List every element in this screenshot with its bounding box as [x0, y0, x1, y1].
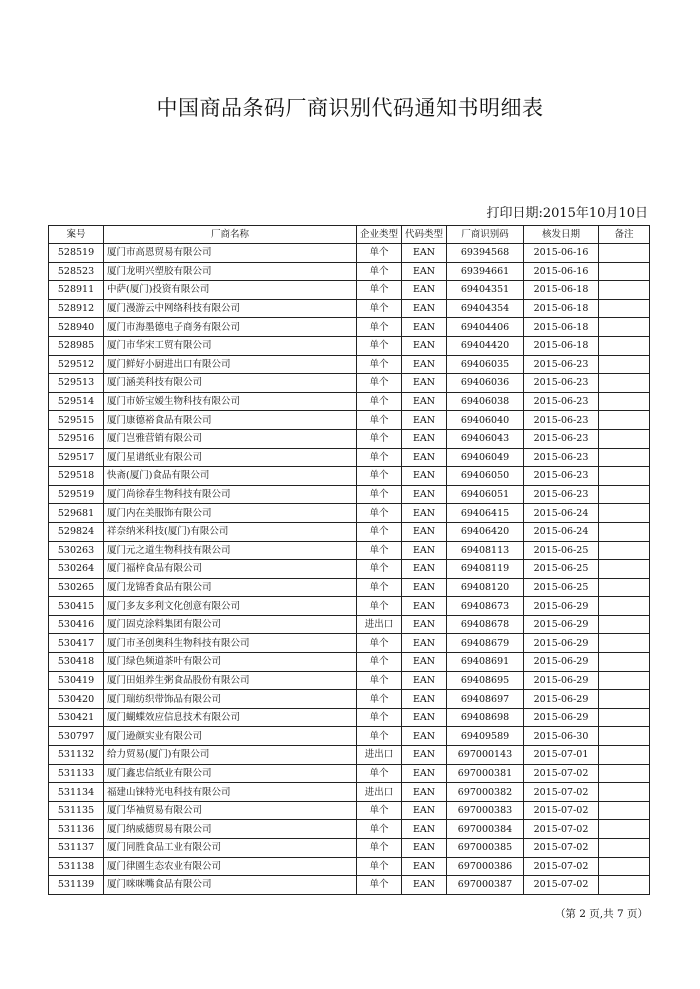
table-row [49, 653, 650, 672]
remarks-cell [599, 336, 650, 355]
table-row [49, 262, 650, 281]
table-row [49, 801, 650, 820]
case-no-cell: 529517 [49, 448, 104, 467]
company-name-cell: 厦门律園生态农业有限公司 [104, 857, 357, 876]
code-type-cell: EAN [402, 578, 447, 597]
table-row [49, 560, 650, 579]
case-no-cell: 530419 [49, 671, 104, 690]
table-row [49, 355, 650, 374]
table-row [49, 876, 650, 895]
table-row [49, 839, 650, 858]
case-no-cell: 531138 [49, 857, 104, 876]
case-no-cell: 530797 [49, 727, 104, 746]
remarks-cell [599, 690, 650, 709]
case-no-cell: 528523 [49, 262, 104, 281]
remarks-cell [599, 597, 650, 616]
case-no-cell: 529681 [49, 504, 104, 523]
manufacturer-code-cell: 69404420 [447, 336, 524, 355]
manufacturer-code-cell: 69406038 [447, 392, 524, 411]
manufacturer-code-cell: 69408119 [447, 560, 524, 579]
manufacturer-code-cell: 69408673 [447, 597, 524, 616]
manufacturer-code-cell: 69406040 [447, 411, 524, 430]
case-no-cell: 529513 [49, 374, 104, 393]
table-row [49, 244, 650, 263]
table-row [49, 541, 650, 560]
manufacturer-code-cell: 697000383 [447, 801, 524, 820]
enterprise-type-cell: 单个 [357, 504, 402, 523]
issue-date-cell: 2015-06-29 [524, 597, 599, 616]
case-no-cell: 531135 [49, 801, 104, 820]
manufacturer-code-cell: 69406035 [447, 355, 524, 374]
remarks-cell [599, 764, 650, 783]
enterprise-type-cell: 单个 [357, 560, 402, 579]
remarks-cell [599, 653, 650, 672]
manufacturer-code-cell: 69404406 [447, 318, 524, 337]
code-type-cell: EAN [402, 876, 447, 895]
remarks-cell [599, 560, 650, 579]
manufacturer-code-cell: 697000381 [447, 764, 524, 783]
code-type-cell: EAN [402, 504, 447, 523]
table-row [49, 504, 650, 523]
remarks-cell [599, 820, 650, 839]
manufacturer-code-cell: 697000386 [447, 857, 524, 876]
case-no-cell: 529512 [49, 355, 104, 374]
company-name-cell: 厦门福梓食品有限公司 [104, 560, 357, 579]
manufacturer-code-cell: 69406420 [447, 522, 524, 541]
company-name-cell: 厦门涵美科技有限公司 [104, 374, 357, 393]
issue-date-cell: 2015-06-23 [524, 467, 599, 486]
issue-date-cell: 2015-07-02 [524, 820, 599, 839]
code-type-cell: EAN [402, 336, 447, 355]
case-no-cell: 530264 [49, 560, 104, 579]
issue-date-cell: 2015-06-23 [524, 485, 599, 504]
issue-date-cell: 2015-06-25 [524, 578, 599, 597]
remarks-cell [599, 671, 650, 690]
table-row [49, 522, 650, 541]
case-no-cell: 531132 [49, 746, 104, 765]
code-type-cell: EAN [402, 485, 447, 504]
code-type-cell: EAN [402, 467, 447, 486]
manufacturer-code-cell: 69406051 [447, 485, 524, 504]
code-type-cell: EAN [402, 690, 447, 709]
table-row [49, 857, 650, 876]
case-no-cell: 529824 [49, 522, 104, 541]
table-row [49, 746, 650, 765]
issue-date-cell: 2015-06-16 [524, 262, 599, 281]
manufacturer-code-cell: 697000143 [447, 746, 524, 765]
issue-date-cell: 2015-07-01 [524, 746, 599, 765]
case-no-cell: 531136 [49, 820, 104, 839]
code-type-cell: EAN [402, 764, 447, 783]
code-type-cell: EAN [402, 783, 447, 802]
remarks-cell [599, 281, 650, 300]
manufacturer-code-cell: 69406036 [447, 374, 524, 393]
issue-date-cell: 2015-07-02 [524, 764, 599, 783]
issue-date-cell: 2015-06-29 [524, 653, 599, 672]
enterprise-type-cell: 单个 [357, 485, 402, 504]
issue-date-cell: 2015-06-29 [524, 690, 599, 709]
manufacturer-code-cell: 697000382 [447, 783, 524, 802]
remarks-cell [599, 541, 650, 560]
issue-date-cell: 2015-06-25 [524, 560, 599, 579]
code-type-cell: EAN [402, 355, 447, 374]
table-row [49, 374, 650, 393]
company-name-cell: 厦门鑫忠信纸业有限公司 [104, 764, 357, 783]
issue-date-cell: 2015-06-24 [524, 522, 599, 541]
company-name-cell: 厦门龙明兴塑胶有限公司 [104, 262, 357, 281]
enterprise-type-cell: 单个 [357, 839, 402, 858]
remarks-cell [599, 244, 650, 263]
company-name-cell: 厦门星谱纸业有限公司 [104, 448, 357, 467]
issue-date-cell: 2015-06-23 [524, 448, 599, 467]
code-type-cell: EAN [402, 411, 447, 430]
issue-date-cell: 2015-06-18 [524, 281, 599, 300]
remarks-cell [599, 634, 650, 653]
remarks-cell [599, 876, 650, 895]
code-type-cell: EAN [402, 671, 447, 690]
company-name-cell: 厦门元之道生物科技有限公司 [104, 541, 357, 560]
company-name-cell: 厦门康德裕食品有限公司 [104, 411, 357, 430]
company-name-cell: 厦门同胜食品工业有限公司 [104, 839, 357, 858]
enterprise-type-cell: 单个 [357, 597, 402, 616]
column-header-enterprise-type: 企业类型 [357, 226, 402, 244]
company-name-cell: 福建山铼特光电科技有限公司 [104, 783, 357, 802]
enterprise-type-cell: 单个 [357, 708, 402, 727]
company-name-cell: 厦门市海墨德电子商务有限公司 [104, 318, 357, 337]
case-no-cell: 528985 [49, 336, 104, 355]
column-header-remarks: 备注 [599, 226, 650, 244]
company-name-cell: 厦门纳威德贸易有限公司 [104, 820, 357, 839]
issue-date-cell: 2015-06-23 [524, 374, 599, 393]
case-no-cell: 528940 [49, 318, 104, 337]
issue-date-cell: 2015-06-29 [524, 708, 599, 727]
table-row [49, 820, 650, 839]
code-type-cell: EAN [402, 820, 447, 839]
issue-date-cell: 2015-06-23 [524, 429, 599, 448]
enterprise-type-cell: 单个 [357, 299, 402, 318]
code-type-cell: EAN [402, 746, 447, 765]
manufacturer-code-cell: 697000387 [447, 876, 524, 895]
enterprise-type-cell: 单个 [357, 318, 402, 337]
case-no-cell: 530265 [49, 578, 104, 597]
company-name-cell: 厦门漫游云中网络科技有限公司 [104, 299, 357, 318]
enterprise-type-cell: 单个 [357, 411, 402, 430]
code-type-cell: EAN [402, 374, 447, 393]
case-no-cell: 528912 [49, 299, 104, 318]
issue-date-cell: 2015-06-25 [524, 541, 599, 560]
manufacturer-code-cell: 69408678 [447, 615, 524, 634]
issue-date-cell: 2015-07-02 [524, 783, 599, 802]
remarks-cell [599, 392, 650, 411]
code-type-cell: EAN [402, 522, 447, 541]
code-type-cell: EAN [402, 262, 447, 281]
case-no-cell: 528911 [49, 281, 104, 300]
issue-date-cell: 2015-07-02 [524, 839, 599, 858]
manufacturer-code-cell: 69408113 [447, 541, 524, 560]
case-no-cell: 529519 [49, 485, 104, 504]
issue-date-cell: 2015-06-29 [524, 634, 599, 653]
enterprise-type-cell: 单个 [357, 857, 402, 876]
issue-date-cell: 2015-06-23 [524, 355, 599, 374]
enterprise-type-cell: 进出口 [357, 615, 402, 634]
code-type-cell: EAN [402, 801, 447, 820]
manufacturer-code-cell: 69406050 [447, 467, 524, 486]
manufacturer-code-cell: 69408698 [447, 708, 524, 727]
issue-date-cell: 2015-06-18 [524, 336, 599, 355]
issue-date-cell: 2015-07-02 [524, 857, 599, 876]
enterprise-type-cell: 单个 [357, 801, 402, 820]
code-type-cell: EAN [402, 839, 447, 858]
remarks-cell [599, 299, 650, 318]
company-name-cell: 厦门尚徐春生物科技有限公司 [104, 485, 357, 504]
page-number: （第 2 页,共 7 页） [554, 908, 648, 920]
manufacturer-code-cell: 69408695 [447, 671, 524, 690]
company-name-cell: 厦门内在美服饰有限公司 [104, 504, 357, 523]
manufacturer-code-table [48, 225, 650, 895]
manufacturer-code-cell: 69406049 [447, 448, 524, 467]
code-type-cell: EAN [402, 708, 447, 727]
column-header-issue-date: 核发日期 [524, 226, 599, 244]
remarks-cell [599, 318, 650, 337]
column-header-company-name: 厂商名称 [104, 226, 357, 244]
code-type-cell: EAN [402, 727, 447, 746]
remarks-cell [599, 801, 650, 820]
enterprise-type-cell: 单个 [357, 578, 402, 597]
print-date: 打印日期:2015年10月10日 [486, 206, 648, 221]
manufacturer-code-cell: 69408691 [447, 653, 524, 672]
company-name-cell: 祥奈纳米科技(厦门)有限公司 [104, 522, 357, 541]
case-no-cell: 531134 [49, 783, 104, 802]
enterprise-type-cell: 单个 [357, 522, 402, 541]
manufacturer-code-cell: 69408697 [447, 690, 524, 709]
table-row [49, 467, 650, 486]
table-row [49, 318, 650, 337]
remarks-cell [599, 374, 650, 393]
case-no-cell: 530418 [49, 653, 104, 672]
manufacturer-code-cell: 69408679 [447, 634, 524, 653]
company-name-cell: 厦门田姐养生粥食品股份有限公司 [104, 671, 357, 690]
enterprise-type-cell: 单个 [357, 727, 402, 746]
company-name-cell: 厦门逊颜实业有限公司 [104, 727, 357, 746]
enterprise-type-cell: 单个 [357, 876, 402, 895]
company-name-cell: 厦门市高恩贸易有限公司 [104, 244, 357, 263]
remarks-cell [599, 411, 650, 430]
table-row [49, 708, 650, 727]
table-row [49, 783, 650, 802]
enterprise-type-cell: 单个 [357, 392, 402, 411]
case-no-cell: 530415 [49, 597, 104, 616]
remarks-cell [599, 578, 650, 597]
remarks-cell [599, 429, 650, 448]
code-type-cell: EAN [402, 541, 447, 560]
issue-date-cell: 2015-06-29 [524, 671, 599, 690]
code-type-cell: EAN [402, 615, 447, 634]
enterprise-type-cell: 单个 [357, 541, 402, 560]
code-type-cell: EAN [402, 857, 447, 876]
manufacturer-code-cell: 69394568 [447, 244, 524, 263]
enterprise-type-cell: 单个 [357, 355, 402, 374]
issue-date-cell: 2015-07-02 [524, 801, 599, 820]
code-type-cell: EAN [402, 597, 447, 616]
enterprise-type-cell: 单个 [357, 764, 402, 783]
table-row [49, 448, 650, 467]
remarks-cell [599, 857, 650, 876]
enterprise-type-cell: 单个 [357, 281, 402, 300]
issue-date-cell: 2015-07-02 [524, 876, 599, 895]
company-name-cell: 厦门市华宋工贸有限公司 [104, 336, 357, 355]
enterprise-type-cell: 单个 [357, 820, 402, 839]
case-no-cell: 529518 [49, 467, 104, 486]
issue-date-cell: 2015-06-30 [524, 727, 599, 746]
table-row [49, 429, 650, 448]
table-row [49, 764, 650, 783]
case-no-cell: 528519 [49, 244, 104, 263]
remarks-cell [599, 839, 650, 858]
company-name-cell: 厦门市圣创奥科生物科技有限公司 [104, 634, 357, 653]
manufacturer-code-cell: 697000384 [447, 820, 524, 839]
remarks-cell [599, 708, 650, 727]
company-name-cell: 厦门固克涂料集团有限公司 [104, 615, 357, 634]
table-row [49, 299, 650, 318]
company-name-cell: 厦门多友多利文化创意有限公司 [104, 597, 357, 616]
remarks-cell [599, 522, 650, 541]
case-no-cell: 529515 [49, 411, 104, 430]
code-type-cell: EAN [402, 560, 447, 579]
company-name-cell: 给力贸易(厦门)有限公司 [104, 746, 357, 765]
table-header-row [49, 226, 650, 244]
table-row [49, 336, 650, 355]
code-type-cell: EAN [402, 429, 447, 448]
remarks-cell [599, 262, 650, 281]
table-row [49, 690, 650, 709]
company-name-cell: 厦门华袖贸易有限公司 [104, 801, 357, 820]
enterprise-type-cell: 单个 [357, 262, 402, 281]
code-type-cell: EAN [402, 244, 447, 263]
issue-date-cell: 2015-06-16 [524, 244, 599, 263]
page-title: 中国商品条码厂商识别代码通知书明细表 [156, 96, 544, 120]
manufacturer-code-cell: 69404351 [447, 281, 524, 300]
company-name-cell: 厦门咪咪嘴食品有限公司 [104, 876, 357, 895]
case-no-cell: 529514 [49, 392, 104, 411]
table-row [49, 597, 650, 616]
company-name-cell: 厦门瑞纺织带饰品有限公司 [104, 690, 357, 709]
enterprise-type-cell: 单个 [357, 467, 402, 486]
remarks-cell [599, 467, 650, 486]
company-name-cell: 快斋(厦门)食品有限公司 [104, 467, 357, 486]
enterprise-type-cell: 单个 [357, 653, 402, 672]
column-header-case-no: 案号 [49, 226, 104, 244]
manufacturer-code-cell: 697000385 [447, 839, 524, 858]
table-row [49, 392, 650, 411]
case-no-cell: 530420 [49, 690, 104, 709]
enterprise-type-cell: 进出口 [357, 746, 402, 765]
case-no-cell: 529516 [49, 429, 104, 448]
company-name-cell: 厦门岂雅营销有限公司 [104, 429, 357, 448]
enterprise-type-cell: 单个 [357, 671, 402, 690]
table-row [49, 281, 650, 300]
manufacturer-code-cell: 69409589 [447, 727, 524, 746]
remarks-cell [599, 448, 650, 467]
issue-date-cell: 2015-06-23 [524, 392, 599, 411]
remarks-cell [599, 504, 650, 523]
issue-date-cell: 2015-06-23 [524, 411, 599, 430]
enterprise-type-cell: 单个 [357, 690, 402, 709]
remarks-cell [599, 485, 650, 504]
case-no-cell: 531139 [49, 876, 104, 895]
case-no-cell: 530416 [49, 615, 104, 634]
issue-date-cell: 2015-06-18 [524, 299, 599, 318]
manufacturer-code-cell: 69404354 [447, 299, 524, 318]
case-no-cell: 530263 [49, 541, 104, 560]
issue-date-cell: 2015-06-18 [524, 318, 599, 337]
remarks-cell [599, 727, 650, 746]
code-type-cell: EAN [402, 634, 447, 653]
remarks-cell [599, 355, 650, 374]
code-type-cell: EAN [402, 299, 447, 318]
remarks-cell [599, 615, 650, 634]
table-row [49, 485, 650, 504]
table-row [49, 578, 650, 597]
enterprise-type-cell: 单个 [357, 429, 402, 448]
manufacturer-code-cell: 69406043 [447, 429, 524, 448]
table-row [49, 615, 650, 634]
enterprise-type-cell: 单个 [357, 374, 402, 393]
enterprise-type-cell: 单个 [357, 448, 402, 467]
code-type-cell: EAN [402, 448, 447, 467]
manufacturer-code-cell: 69408120 [447, 578, 524, 597]
company-name-cell: 厦门龙锦香食品有限公司 [104, 578, 357, 597]
code-type-cell: EAN [402, 281, 447, 300]
remarks-cell [599, 746, 650, 765]
company-name-cell: 厦门蝴蝶效应信息技术有限公司 [104, 708, 357, 727]
enterprise-type-cell: 单个 [357, 336, 402, 355]
case-no-cell: 531137 [49, 839, 104, 858]
company-name-cell: 中萨(厦门)投资有限公司 [104, 281, 357, 300]
table-row [49, 634, 650, 653]
remarks-cell [599, 783, 650, 802]
enterprise-type-cell: 单个 [357, 244, 402, 263]
case-no-cell: 530417 [49, 634, 104, 653]
manufacturer-code-cell: 69406415 [447, 504, 524, 523]
issue-date-cell: 2015-06-29 [524, 615, 599, 634]
table-row [49, 411, 650, 430]
code-type-cell: EAN [402, 653, 447, 672]
manufacturer-code-cell: 69394661 [447, 262, 524, 281]
enterprise-type-cell: 单个 [357, 634, 402, 653]
case-no-cell: 530421 [49, 708, 104, 727]
company-name-cell: 厦门鲜好小厨进出口有限公司 [104, 355, 357, 374]
issue-date-cell: 2015-06-24 [524, 504, 599, 523]
enterprise-type-cell: 进出口 [357, 783, 402, 802]
table-row [49, 727, 650, 746]
code-type-cell: EAN [402, 392, 447, 411]
column-header-code-type: 代码类型 [402, 226, 447, 244]
company-name-cell: 厦门市娇宝嫒生物科技有限公司 [104, 392, 357, 411]
company-name-cell: 厦门绿色频道茶叶有限公司 [104, 653, 357, 672]
case-no-cell: 531133 [49, 764, 104, 783]
column-header-manufacturer-code: 厂商识别码 [447, 226, 524, 244]
table-row [49, 671, 650, 690]
code-type-cell: EAN [402, 318, 447, 337]
